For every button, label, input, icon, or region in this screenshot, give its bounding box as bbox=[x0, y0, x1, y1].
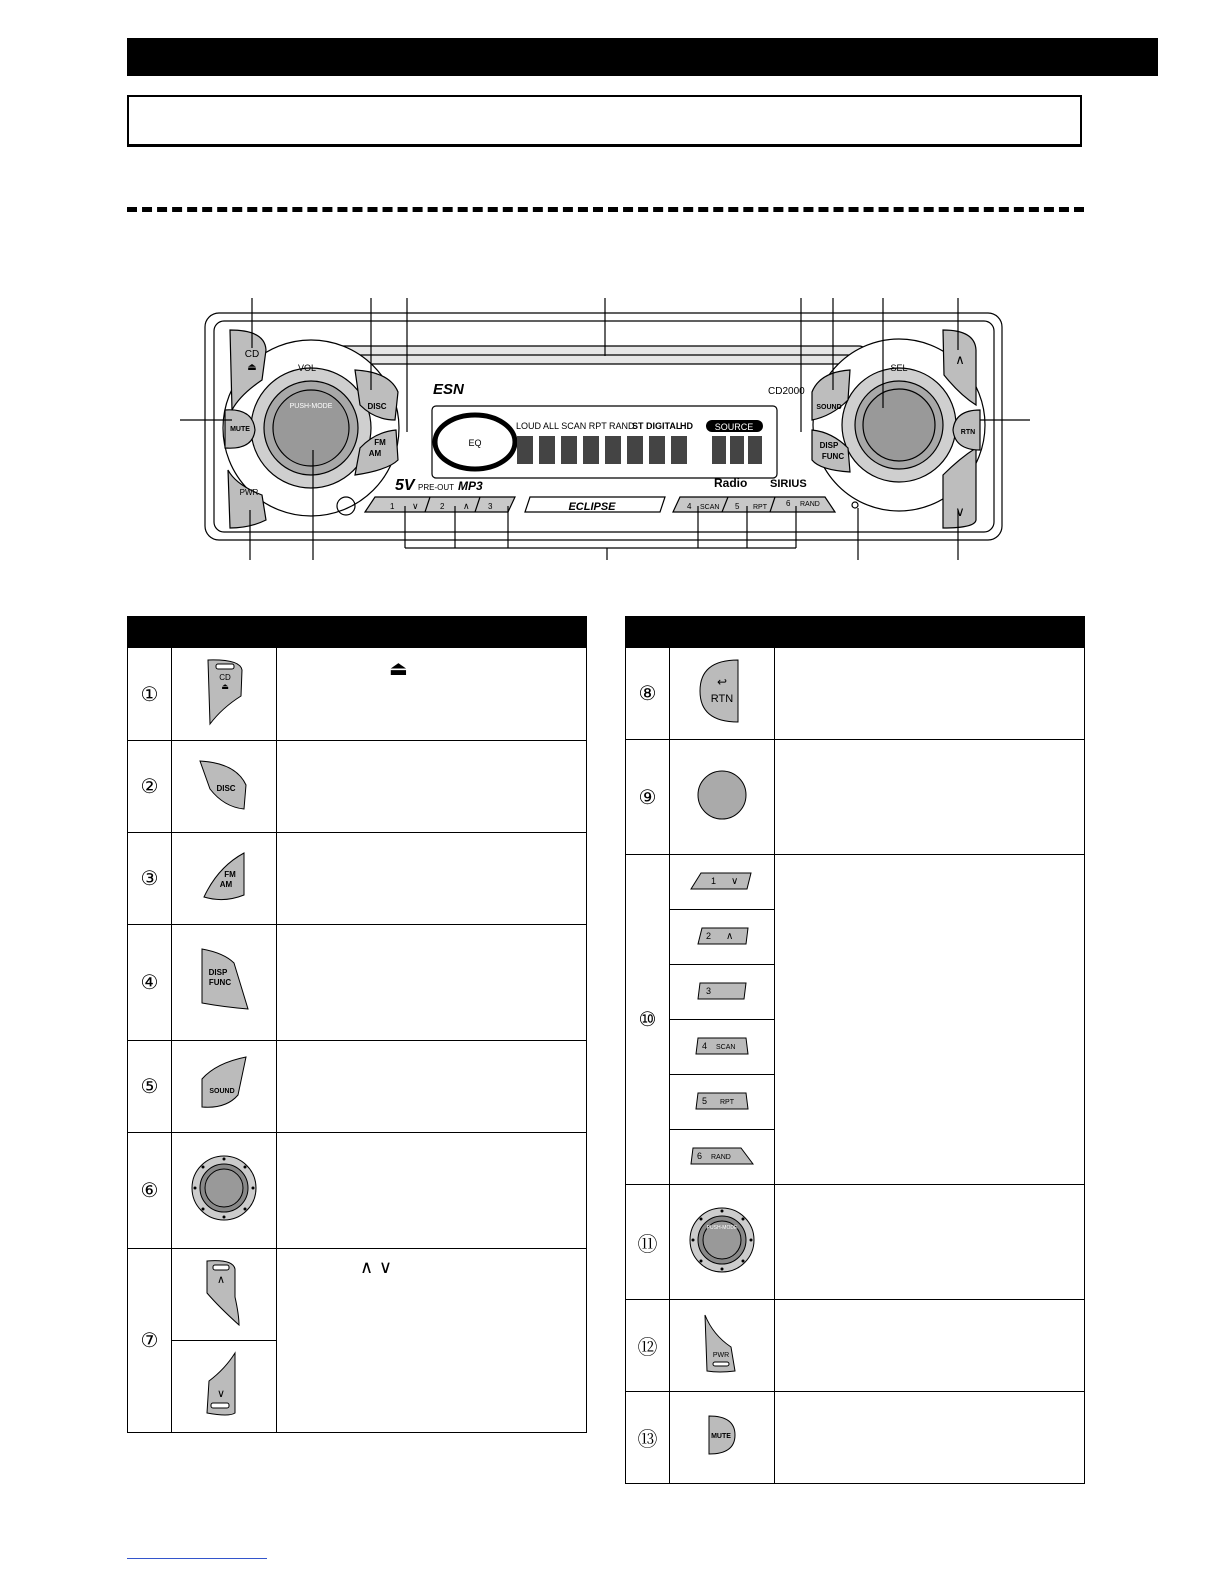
disc-button-icon bbox=[172, 741, 277, 833]
row-description bbox=[775, 740, 1085, 855]
svg-text:MP3: MP3 bbox=[458, 479, 483, 493]
row-number: ⑪ bbox=[626, 1185, 670, 1300]
svg-text:↩: ↩ bbox=[716, 675, 728, 689]
svg-text:SOUND: SOUND bbox=[816, 404, 842, 411]
svg-text:∧: ∧ bbox=[216, 1273, 226, 1286]
row-number: ⑫ bbox=[626, 1300, 670, 1392]
svg-text:MUTE: MUTE bbox=[230, 426, 250, 433]
svg-text:PRE-OUT: PRE-OUT bbox=[418, 483, 454, 492]
svg-text:1: 1 bbox=[390, 502, 395, 511]
lcd-hd: HD bbox=[680, 421, 693, 431]
controls-table-left bbox=[127, 616, 587, 1433]
row-number: ② bbox=[128, 741, 172, 833]
svg-text:DISP: DISP bbox=[819, 441, 839, 450]
rtn-button-icon bbox=[670, 648, 775, 740]
svg-text:DISC: DISC bbox=[367, 402, 387, 411]
svg-text:SIRIUS: SIRIUS bbox=[770, 478, 807, 490]
svg-text:4: 4 bbox=[702, 1040, 708, 1051]
svg-text:3: 3 bbox=[488, 502, 493, 511]
row-number: ⑤ bbox=[128, 1041, 172, 1133]
svg-text:FM: FM bbox=[224, 870, 236, 879]
svg-text:AM: AM bbox=[219, 880, 233, 889]
controls-table-right bbox=[625, 616, 1085, 1484]
pwr-button-icon bbox=[670, 1300, 775, 1392]
down-button-icon bbox=[172, 1341, 277, 1433]
svg-text:SCAN: SCAN bbox=[716, 1043, 736, 1051]
svg-text:∨: ∨ bbox=[216, 1387, 226, 1400]
lcd-eq: EQ bbox=[468, 438, 482, 448]
svg-text:∧: ∧ bbox=[463, 501, 470, 511]
svg-text:4: 4 bbox=[687, 502, 692, 511]
svg-text:FUNC: FUNC bbox=[208, 978, 232, 987]
disp-func-button-icon bbox=[172, 925, 277, 1041]
vol-knob-icon bbox=[670, 1185, 775, 1300]
row-description bbox=[775, 1185, 1085, 1300]
svg-text:RTN: RTN bbox=[960, 429, 976, 436]
row-description bbox=[277, 833, 587, 925]
preset-6-rand-icon bbox=[670, 1130, 775, 1185]
svg-text:∧: ∧ bbox=[955, 352, 965, 367]
row-description bbox=[277, 1133, 587, 1249]
svg-text:FM: FM bbox=[374, 438, 386, 447]
row-number: ⑧ bbox=[626, 648, 670, 740]
row-description bbox=[277, 741, 587, 833]
svg-text:CD2000: CD2000 bbox=[768, 386, 805, 397]
preset-1-icon bbox=[670, 855, 775, 910]
mute-button-icon bbox=[670, 1392, 775, 1484]
svg-text:1: 1 bbox=[711, 875, 717, 886]
lcd-source: SOURCE bbox=[714, 422, 754, 432]
svg-text:5: 5 bbox=[735, 502, 740, 511]
svg-text:∨: ∨ bbox=[731, 875, 739, 887]
svg-text:CD: CD bbox=[244, 349, 260, 360]
svg-text:⏏: ⏏ bbox=[247, 362, 257, 373]
row-description bbox=[277, 648, 587, 741]
row-number: ⑩ bbox=[626, 855, 670, 1185]
svg-text:RTN: RTN bbox=[710, 693, 734, 705]
svg-text:RAND: RAND bbox=[800, 501, 820, 508]
svg-text:5V: 5V bbox=[395, 477, 415, 494]
svg-text:SOUND: SOUND bbox=[209, 1088, 235, 1095]
row-description bbox=[775, 648, 1085, 740]
front-panel-illustration bbox=[0, 290, 1224, 580]
svg-text:RPT: RPT bbox=[753, 504, 767, 511]
preset-5-rpt-icon bbox=[670, 1075, 775, 1130]
row-description bbox=[775, 855, 1085, 1185]
svg-text:∨: ∨ bbox=[412, 501, 419, 511]
svg-text:FUNC: FUNC bbox=[821, 452, 845, 461]
svg-text:ESN: ESN bbox=[433, 381, 464, 398]
svg-text:AM: AM bbox=[368, 449, 382, 458]
section-header-bar bbox=[127, 38, 1158, 76]
cd-eject-button-icon bbox=[172, 648, 277, 741]
svg-text:∧: ∧ bbox=[726, 930, 734, 942]
row-number: ⑦ bbox=[128, 1249, 172, 1433]
row-number: ① bbox=[128, 648, 172, 741]
preset-2-icon bbox=[670, 910, 775, 965]
lcd-indicators: LOUD ALL SCAN RPT RAND bbox=[516, 421, 635, 431]
reset-button-icon bbox=[670, 740, 775, 855]
row-number: ⑥ bbox=[128, 1133, 172, 1249]
title-box bbox=[127, 95, 1082, 147]
preset-4-scan-icon bbox=[670, 1020, 775, 1075]
eject-glyph: ⏏ bbox=[389, 656, 408, 680]
svg-text:Radio: Radio bbox=[714, 476, 748, 490]
svg-text:6: 6 bbox=[697, 1150, 703, 1161]
svg-text:RAND: RAND bbox=[711, 1153, 731, 1161]
svg-text:SCAN: SCAN bbox=[700, 504, 720, 511]
svg-text:RPT: RPT bbox=[720, 1098, 734, 1106]
footer-rule bbox=[127, 1558, 267, 1559]
svg-text:3: 3 bbox=[706, 985, 712, 996]
svg-text:PWR: PWR bbox=[712, 1352, 730, 1359]
svg-text:∨: ∨ bbox=[955, 504, 965, 519]
row-number: ⑬ bbox=[626, 1392, 670, 1484]
svg-text:⏏: ⏏ bbox=[221, 681, 229, 691]
svg-text:ECLIPSE: ECLIPSE bbox=[568, 501, 616, 513]
sound-button-icon bbox=[172, 1041, 277, 1133]
row-description bbox=[277, 1041, 587, 1133]
svg-text:SEL: SEL bbox=[890, 363, 908, 373]
row-description bbox=[277, 925, 587, 1041]
svg-text:MUTE: MUTE bbox=[711, 1433, 731, 1440]
row-number: ⑨ bbox=[626, 740, 670, 855]
row-description bbox=[775, 1300, 1085, 1392]
row-number: ③ bbox=[128, 833, 172, 925]
preset-3-icon bbox=[670, 965, 775, 1020]
fm-am-button-icon bbox=[172, 833, 277, 925]
sel-knob-icon bbox=[172, 1133, 277, 1249]
row-number: ④ bbox=[128, 925, 172, 1041]
svg-text:2: 2 bbox=[706, 930, 712, 941]
svg-text:PUSH-MODE: PUSH-MODE bbox=[289, 403, 333, 410]
svg-text:5: 5 bbox=[702, 1095, 708, 1106]
svg-text:DISC: DISC bbox=[216, 784, 236, 793]
row-description bbox=[775, 1392, 1085, 1484]
row-description bbox=[277, 1249, 587, 1433]
lcd-st: ST bbox=[632, 421, 644, 431]
svg-text:CD: CD bbox=[219, 672, 231, 682]
svg-text:2: 2 bbox=[440, 502, 445, 511]
lcd-digital: DIGITAL bbox=[646, 421, 682, 431]
svg-text:VOL: VOL bbox=[297, 363, 317, 373]
svg-text:PWR: PWR bbox=[239, 488, 259, 497]
svg-text:PUSH-MODE: PUSH-MODE bbox=[706, 1224, 738, 1231]
up-button-icon bbox=[172, 1249, 277, 1341]
dashed-divider bbox=[127, 207, 1084, 212]
up-down-glyphs: ∧ ∨ bbox=[360, 1257, 393, 1278]
svg-text:6: 6 bbox=[786, 499, 791, 508]
svg-text:DISP: DISP bbox=[208, 968, 228, 977]
